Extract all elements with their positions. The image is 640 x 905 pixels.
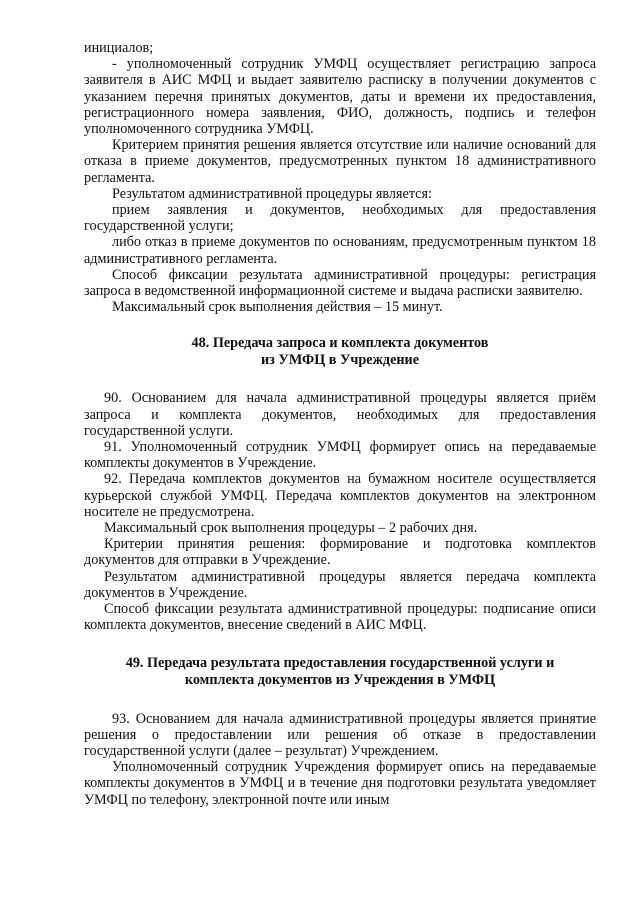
paragraph-90: 90. Основанием для начала административной процедуры является приём запроса и комплекта документов, необходимых для предоставления государственной услуги. xyxy=(84,390,596,439)
paragraph-decision-criterion: Критерием принятия решения является отсутствие или наличие оснований для отказа в приеме документов, предусмотренных пунктом 18 административного регламента. xyxy=(84,137,596,186)
paragraph-48-criteria: Критерии принятия решения: формирование и подготовка комплектов документов для отправки в Учреждение. xyxy=(84,536,596,569)
paragraph-91: 91. Уполномоченный сотрудник УМФЦ формирует опись на передаваемые комплекты документов в Учреждение. xyxy=(84,439,596,472)
paragraph-result-intro: Результатом административной процедуры является: xyxy=(112,185,432,202)
paragraph-max-duration: Максимальный срок выполнения действия – 15 минут. xyxy=(112,299,443,316)
section-48-heading xyxy=(84,335,596,369)
paragraph-93: 93. Основанием для начала административной процедуры является принятие решения о предоставлении или решения об отказе в предоставлении государственной услуги (далее – результат) Учреждением. xyxy=(84,710,596,759)
paragraph-result-refusal: либо отказ в приеме документов по основаниям, предусмотренным пунктом 18 административного регламента. xyxy=(84,234,596,267)
paragraph-48-fixation: Способ фиксации результата административной процедуры: подписание описи комплекта документов, внесение сведений в АИС МФЦ. xyxy=(84,601,596,634)
paragraph-92: 92. Передача комплектов документов на бумажном носителе осуществляется курьерской службой УМФЦ. Передача комплектов документов на электронном носителе не предусмотрена. xyxy=(84,471,596,520)
paragraph-48-max-duration: Максимальный срок выполнения процедуры – 2 рабочих дня. xyxy=(104,520,478,537)
section-49-heading-line1: 49. Передача результата предоставления государственной услуги и xyxy=(125,654,555,671)
document-page xyxy=(84,40,596,808)
paragraph-result-acceptance: прием заявления и документов, необходимых для предоставления государственной услуги; xyxy=(84,202,596,235)
section-49-heading-line2: комплекта документов из Учреждения в УМФЦ xyxy=(184,671,496,688)
paragraph-49-inventory: Уполномоченный сотрудник Учреждения формирует опись на передаваемые комплекты документов в УМФЦ и в течение дня подготовки результата уведомляет УМФЦ по телефону, электронной почте или иным xyxy=(84,759,596,808)
paragraph-initials-end: инициалов; xyxy=(84,40,154,56)
section-48-heading-line2: из УМФЦ в Учреждение xyxy=(260,352,420,369)
section-49-heading xyxy=(84,655,596,689)
paragraph-48-result: Результатом административной процедуры является передача комплекта документов в Учреждение. xyxy=(84,568,596,601)
paragraph-registration: - уполномоченный сотрудник УМФЦ осуществляет регистрацию запроса заявителя в АИС МФЦ и выдает заявителю расписку в получении документов с указанием перечня принятых документов, даты и времени их предоставления, регистрационного номера заявления, ФИО, должность, подпись и телефон уполномоченного сотрудника УМФЦ. xyxy=(84,56,596,138)
section-48-heading-line1: 48. Передача запроса и комплекта документов xyxy=(191,335,489,352)
paragraph-fixation-method: Способ фиксации результата административной процедуры: регистрация запроса в ведомственной информационной системе и выдача расписки заявителю. xyxy=(84,266,596,300)
